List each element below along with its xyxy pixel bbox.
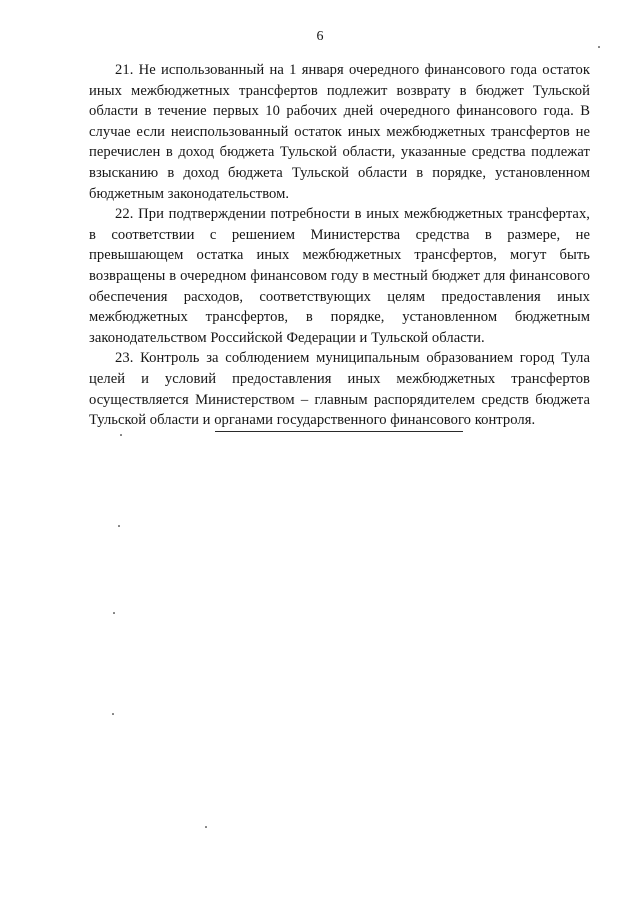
scan-speck	[118, 525, 120, 527]
end-separator-line	[215, 431, 463, 432]
scan-speck	[113, 612, 115, 614]
paragraph-23: 23. Контроль за соблюдением муниципальным образованием город Тула целей и условий предоставления иных межбюджетных трансфертов осуществляется Министерством – главным распорядителем средств бюджета Тульской области и органами государственного финансового контроля.	[89, 350, 590, 429]
document-body	[89, 60, 590, 431]
page-number: 6	[316, 29, 324, 44]
paragraph-22: 22. При подтверждении потребности в иных межбюджетных трансфертах, в соответствии с решением Министерства средства в размере, не превышающем остатка иных межбюджетных трансфертов, могут быть возвращены в очередном финансовом году в местный бюджет для финансового обеспечения расходов, соответствующих целям предоставления иных межбюджетных трансфертов, в порядке, установленном бюджетным законодательством Российской Федерации и Тульской области.	[89, 206, 590, 346]
scan-speck	[205, 826, 207, 828]
scan-speck	[598, 46, 600, 48]
paragraph-21: 21. Не использованный на 1 января очередного финансового года остаток иных межбюджетных трансфертов подлежит возврату в бюджет Тульской области в течение первых 10 рабочих дней очередного финансового года. В случае если неиспользованный остаток иных межбюджетных трансфертов не перечислен в доход бюджета Тульской области, указанные средства подлежат взысканию в доход бюджета Тульской области в порядке, установленном бюджетным законодательством.	[89, 62, 590, 202]
scan-speck	[112, 713, 114, 715]
scan-speck	[120, 434, 122, 436]
